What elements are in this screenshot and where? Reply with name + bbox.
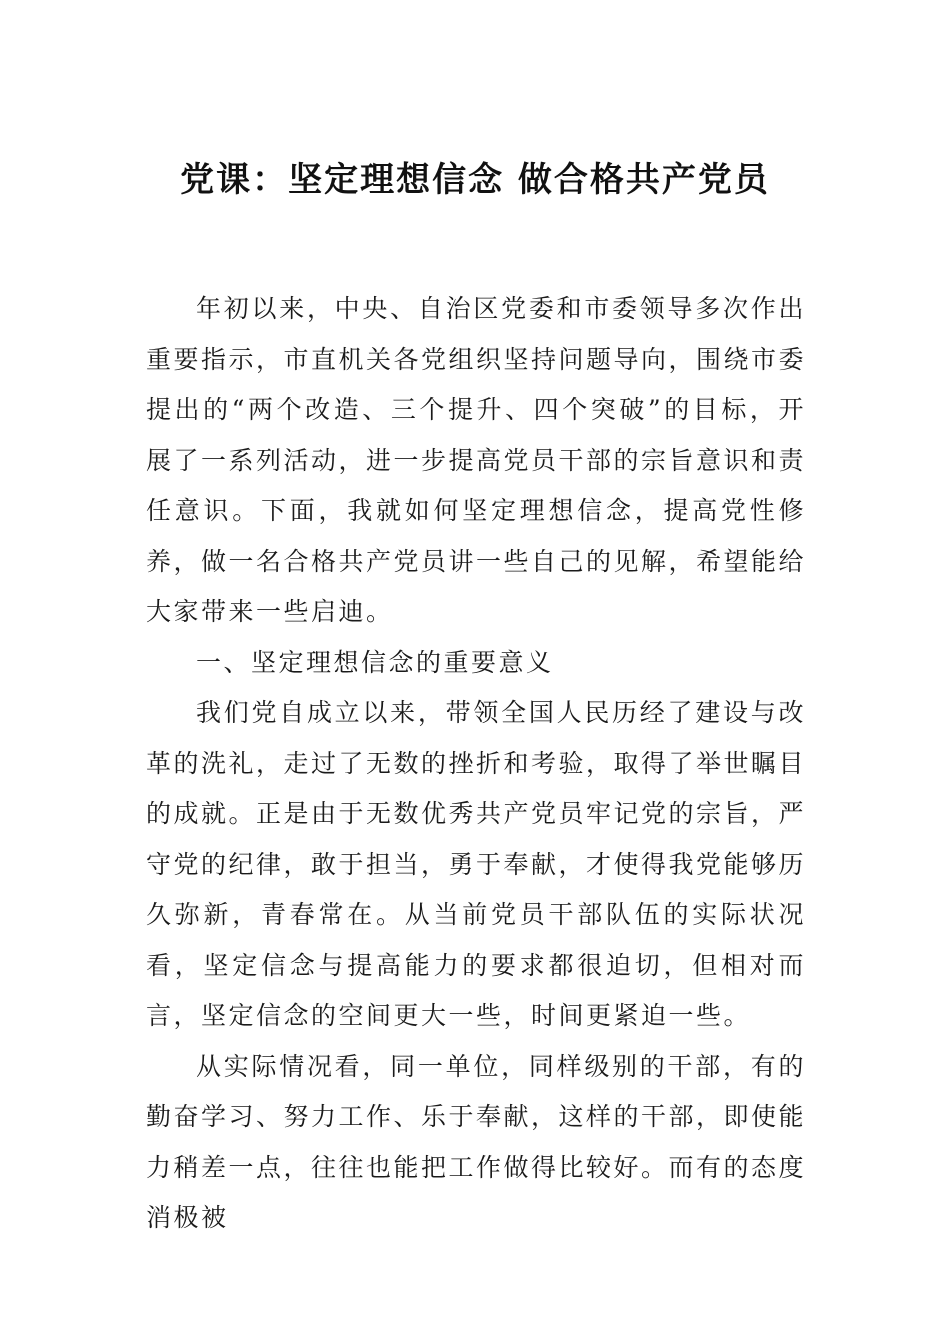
document-body bbox=[146, 284, 806, 1244]
paragraph-practice: 从实际情况看，同一单位，同样级别的干部，有的勤奋学习、努力工作、乐于奉献，这样的干部，即使能力稍差一点，往往也能把工作做得比较好。而有的态度消极被 bbox=[146, 1051, 807, 1232]
document-title: 党课：坚定理想信念 做合格共产党员 bbox=[180, 160, 770, 200]
paragraph-intro: 年初以来，中央、自治区党委和市委领导多次作出重要指示，市直机关各党组织坚持问题导向，围绕市委提出的“两个改造、三个提升、四个突破”的目标，开展了一系列活动，进一步提高党员干部的宗旨意识和责任意识。下面，我就如何坚定理想信念，提高党性修养，做一名合格共产党员讲一些自己的见解，希望能给大家带来一些启迪。 bbox=[146, 294, 807, 626]
paragraph-significance: 我们党自成立以来，带领全国人民历经了建设与改革的洗礼，走过了无数的挫折和考验，取得了举世瞩目的成就。正是由于无数优秀共产党员牢记党的宗旨，严守党的纪律，敢于担当，勇于奉献，才使得我党能够历久弥新，青春常在。从当前党员干部队伍的实际状况看，坚定信念与提高能力的要求都很迫切，但相对而言，坚定信念的空间更大一些，时间更紧迫一些。 bbox=[146, 698, 807, 1030]
section-heading: 一、坚定理想信念的重要意义 bbox=[196, 647, 554, 677]
